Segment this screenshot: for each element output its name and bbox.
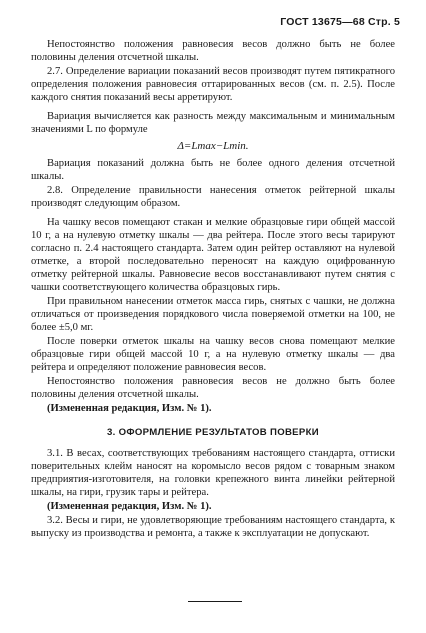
formula: Δ=Lmax−Lmin.	[177, 140, 249, 152]
paragraph: 3.2. Весы и гири, не удовлетворяющие требованиям настоящего стандарта, к выпуску из производства и ремонта, а также к эксплуатации не допускают.	[31, 515, 395, 539]
document-body	[31, 38, 395, 540]
paragraph: 3.1. В весах, соответствующих требованиям настоящего стандарта, оттиски поверительных клейм наносят на коромысло весов рядом с товарным знаком предприятия-изготовителя, на головки крепежного винта линейки рейтерной шкалы, на гири, грузик тары и рейтера.	[31, 448, 395, 498]
section-heading: 3. ОФОРМЛЕНИЕ РЕЗУЛЬТАТОВ ПОВЕРКИ	[107, 427, 319, 438]
paragraph: Вариация показаний должна быть не более одного деления отсчетной шкалы.	[31, 158, 395, 182]
paragraph: При правильном нанесении отметок масса гирь, снятых с чашки, не должна отличаться от произведения порядкового числа поверяемой отметки на 100, не более ±5,0 мг.	[31, 296, 395, 333]
page-header: ГОСТ 13675—68 Стр. 5	[280, 16, 400, 28]
paragraph: 2.7. Определение вариации показаний весов производят путем пятикратного определения положения равновесия оттарированных весов (см. п. 2.5). После каждого снятия показаний весы арретируют.	[31, 66, 395, 103]
end-rule	[188, 601, 242, 602]
paragraph: После поверки отметок шкалы на чашку весов снова помещают мелкие образцовые гири общей массой 10 г, а на нулевую отметку шкалы — два рейтера и определяют положение равновесия весов.	[31, 336, 395, 373]
paragraph: Непостоянство положения равновесия весов должно быть не более половины деления отсчетной шкалы.	[31, 39, 395, 63]
amendment-note: (Измененная редакция, Изм. № 1).	[47, 501, 212, 512]
paragraph: Вариация вычисляется как разность между максимальным и минимальным значениями L по формуле	[31, 111, 395, 135]
amendment-note: (Измененная редакция, Изм. № 1).	[47, 403, 212, 414]
paragraph: 2.8. Определение правильности нанесения отметок рейтерной шкалы производят следующим образом.	[31, 185, 395, 209]
paragraph: На чашку весов помещают стакан и мелкие образцовые гири общей массой 10 г, а на нулевую отметку шкалы — два рейтера. После этого весы тарируют согласно п. 2.4 настоящего стандарта. Затем один рейтер оставляют на нулевой отметке, а второй последовательно переносят на каждую оцифрованную отметку рейтерной шкалы. Равновесие весов восстанавливают путем снятия с чашки соответствующего количества образцовых гирь.	[31, 217, 395, 293]
paragraph: Непостоянство положения равновесия весов не должно быть более половины деления отсчетной шкалы.	[31, 376, 395, 400]
